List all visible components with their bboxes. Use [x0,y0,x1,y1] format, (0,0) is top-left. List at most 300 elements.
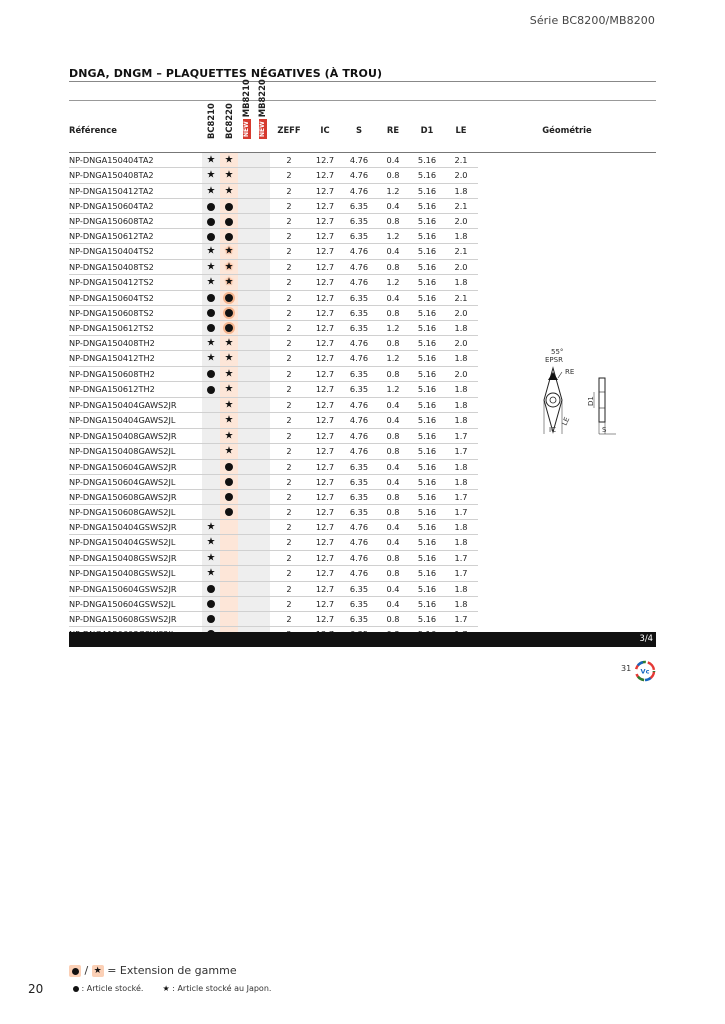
table-top-divider [69,100,656,101]
grade-cell-mb8220 [254,596,270,611]
row-ic: 12.7 [308,474,342,489]
row-reference: NP-DNGA150604GAWS2JR [69,459,202,474]
grade-cell-bc8210 [202,489,220,504]
row-zeff: 2 [270,275,308,291]
col-ic: IC [320,124,330,135]
grade-cell-bc8210 [202,474,220,489]
grade-cell-bc8210 [202,351,220,367]
row-le: 2.1 [444,244,478,260]
col-re: RE [386,124,400,135]
row-s: 4.76 [342,168,376,184]
grade-cell-mb8210 [238,397,254,413]
row-ic: 12.7 [308,596,342,611]
row-le: 1.7 [444,611,478,626]
row-d1: 5.16 [410,474,444,489]
row-s: 6.35 [342,320,376,335]
col-zeff: ZEFF [277,124,301,135]
title-divider [69,81,656,82]
row-d1: 5.16 [410,259,444,275]
row-zeff: 2 [270,290,308,305]
grade-cell-mb8210 [238,581,254,596]
row-le: 2.0 [444,214,478,229]
row-s: 6.35 [342,474,376,489]
row-ic: 12.7 [308,489,342,504]
row-d1: 5.16 [410,335,444,351]
grade-cell-bc8220 [220,596,238,611]
row-le: 1.8 [444,397,478,413]
stocked-dot-icon [225,203,233,211]
row-d1: 5.16 [410,199,444,214]
legend-separator: / [84,964,89,977]
row-d1: 5.16 [410,305,444,320]
row-reference: NP-DNGA150408GSWS2JR [69,550,202,566]
japan-star-icon: ★ [206,536,216,548]
grade-cell-bc8220 [220,275,238,291]
row-reference: NP-DNGA150608GSWS2JR [69,611,202,626]
row-ic: 12.7 [308,504,342,519]
grade-cell-mb8220 [254,320,270,335]
row-ic: 12.7 [308,428,342,444]
row-d1: 5.16 [410,366,444,382]
grade-cell-bc8220 [220,474,238,489]
row-zeff: 2 [270,611,308,626]
row-d1: 5.16 [410,275,444,291]
grade-cell-mb8220 [254,504,270,519]
section-title: DNGA, DNGM – PLAQUETTES NÉGATIVES (À TROU) [69,67,383,80]
row-reference: NP-DNGA150412TA2 [69,183,202,199]
grade-cell-mb8220 [254,611,270,626]
row-reference: NP-DNGA150404GSWS2JL [69,535,202,551]
grade-cell-bc8210 [202,183,220,199]
row-re: 0.8 [376,259,410,275]
page-pager-bar [69,632,656,647]
stocked-dot-icon [207,309,215,317]
grade-cell-mb8220 [254,366,270,382]
row-ic: 12.7 [308,290,342,305]
grade-cell-mb8220 [254,535,270,551]
japan-star-icon: ★ [206,521,216,532]
row-reference: NP-DNGA150608TA2 [69,214,202,229]
grade-cell-mb8210 [238,290,254,305]
grade-cell-bc8210 [202,535,220,551]
grade-cell-bc8210 [202,504,220,519]
grade-cell-mb8210 [238,229,254,244]
grade-cell-bc8210 [202,259,220,275]
row-s: 6.35 [342,229,376,244]
grade-cell-bc8220 [220,611,238,626]
row-le: 1.7 [444,444,478,460]
row-zeff: 2 [270,152,308,168]
japan-star-icon: ★ [206,337,216,348]
row-re: 1.2 [376,275,410,291]
grade-cell-bc8210 [202,244,220,260]
row-s: 4.76 [342,244,376,260]
row-d1: 5.16 [410,428,444,444]
extension-star-icon: ★ [224,276,234,288]
row-zeff: 2 [270,459,308,474]
japan-star-icon: ★ [206,552,216,563]
grade-cell-bc8210 [202,366,220,382]
geo-re-label: RE [565,368,575,376]
stocked-dot-icon [207,324,215,332]
grade-cell-bc8220 [220,366,238,382]
grade-cell-mb8220 [254,183,270,199]
row-zeff: 2 [270,397,308,413]
grade-cell-mb8220 [254,519,270,535]
stocked-dot-icon [207,386,215,394]
grade-cell-mb8210 [238,535,254,551]
legend-japan-text: : Article stocké au Japon. [172,984,272,993]
grade-cell-bc8220 [220,566,238,582]
row-s: 4.76 [342,550,376,566]
row-reference: NP-DNGA150404TS2 [69,244,202,260]
row-le: 2.0 [444,335,478,351]
grade-cell-bc8220 [220,351,238,367]
row-reference: NP-DNGA150604TS2 [69,290,202,305]
grade-cell-bc8220 [220,489,238,504]
grade-cell-mb8220 [254,199,270,214]
row-le: 2.0 [444,259,478,275]
row-reference: NP-DNGA150612TA2 [69,229,202,244]
new-badge: NEW [258,120,266,137]
row-ic: 12.7 [308,229,342,244]
row-ic: 12.7 [308,152,342,168]
row-ic: 12.7 [308,413,342,429]
grade-cell-bc8210 [202,199,220,214]
vc-badge [621,660,661,680]
row-zeff: 2 [270,428,308,444]
row-d1: 5.16 [410,596,444,611]
vc-badge-number: 31 [621,664,632,673]
japan-star-icon: ★ [206,185,216,196]
extension-dot-icon [225,294,233,302]
extension-dot-sample [69,965,81,977]
insert-geometry-diagram [536,348,626,438]
grade-cell-mb8210 [238,366,254,382]
japan-star-icon: ★ [224,399,234,410]
row-reference: NP-DNGA150408TH2 [69,335,202,351]
grade-cell-mb8210 [238,320,254,335]
grade-cell-mb8220 [254,459,270,474]
row-re: 1.2 [376,229,410,244]
row-d1: 5.16 [410,351,444,367]
grade-cell-mb8210 [238,214,254,229]
row-d1: 5.16 [410,581,444,596]
row-ic: 12.7 [308,459,342,474]
row-zeff: 2 [270,244,308,260]
grade-cell-bc8210 [202,152,220,168]
row-re: 0.4 [376,413,410,429]
grade-cell-mb8210 [238,199,254,214]
grade-cell-mb8220 [254,351,270,367]
geo-epsr-label: EPSR [545,356,563,364]
row-d1: 5.16 [410,519,444,535]
row-le: 2.1 [444,152,478,168]
page-number: 20 [28,982,44,996]
row-s: 4.76 [342,566,376,582]
row-reference: NP-DNGA150608GAWS2JL [69,504,202,519]
row-d1: 5.16 [410,504,444,519]
grade-cell-mb8210 [238,168,254,184]
row-s: 6.35 [342,366,376,382]
grade-cell-mb8210 [238,474,254,489]
stocked-dot-icon [225,493,233,501]
grade-cell-bc8220 [220,214,238,229]
japan-star-icon: ★ [224,414,234,426]
stocked-dot-icon [207,370,215,378]
row-ic: 12.7 [308,244,342,260]
row-ic: 12.7 [308,611,342,626]
grade-cell-bc8220 [220,335,238,351]
row-d1: 5.16 [410,168,444,184]
grade-cell-mb8220 [254,397,270,413]
row-zeff: 2 [270,474,308,489]
row-reference: NP-DNGA150412TH2 [69,351,202,367]
table-header-row [69,108,656,152]
row-d1: 5.16 [410,214,444,229]
row-ic: 12.7 [308,305,342,320]
grade-cell-bc8220 [220,504,238,519]
grade-cell-mb8210 [238,428,254,444]
row-zeff: 2 [270,199,308,214]
japan-star-icon: ★ [224,430,234,441]
grade-cell-bc8210 [202,566,220,582]
col-grade-bc8210: BC8210 [206,102,216,139]
row-ic: 12.7 [308,519,342,535]
re-leader-line [558,372,562,378]
japan-star-icon: ★ [206,276,216,288]
row-s: 6.35 [342,214,376,229]
row-reference: NP-DNGA150408TA2 [69,168,202,184]
vc-cutting-speed-icon [634,660,656,682]
grade-cell-mb8210 [238,351,254,367]
stocked-dot-icon [225,233,233,241]
grade-cell-mb8210 [238,519,254,535]
grade-cell-mb8220 [254,566,270,582]
grade-cell-bc8210 [202,413,220,429]
row-reference: NP-DNGA150404GSWS2JR [69,519,202,535]
row-ic: 12.7 [308,382,342,398]
grade-cell-bc8210 [202,581,220,596]
grade-cell-bc8220 [220,581,238,596]
row-s: 6.35 [342,489,376,504]
grade-cell-mb8220 [254,214,270,229]
row-reference: NP-DNGA150604GSWS2JR [69,581,202,596]
row-zeff: 2 [270,214,308,229]
japan-star-icon: ★ [224,169,234,181]
row-le: 1.8 [444,382,478,398]
row-le: 1.8 [444,535,478,551]
japan-star-icon: ★ [224,368,234,379]
stocked-dot-icon [73,986,79,992]
row-re: 0.4 [376,397,410,413]
row-s: 6.35 [342,504,376,519]
row-s: 6.35 [342,596,376,611]
japan-star-icon: ★ [206,169,216,181]
grade-cell-mb8220 [254,244,270,260]
grade-cell-bc8210 [202,335,220,351]
grade-cell-mb8210 [238,305,254,320]
grade-cell-mb8210 [238,566,254,582]
row-s: 6.35 [342,459,376,474]
row-le: 1.8 [444,413,478,429]
row-s: 4.76 [342,535,376,551]
grade-cell-mb8210 [238,413,254,429]
row-re: 0.8 [376,566,410,582]
grade-cell-bc8210 [202,305,220,320]
grade-cell-mb8220 [254,229,270,244]
row-le: 1.7 [444,489,478,504]
row-ic: 12.7 [308,566,342,582]
row-s: 4.76 [342,259,376,275]
row-reference: NP-DNGA150608TS2 [69,305,202,320]
grade-cell-mb8210 [238,489,254,504]
row-s: 4.76 [342,413,376,429]
row-ic: 12.7 [308,581,342,596]
grade-cell-mb8210 [238,611,254,626]
col-reference: Référence [69,124,117,135]
row-ic: 12.7 [308,550,342,566]
row-re: 0.4 [376,596,410,611]
row-s: 4.76 [342,519,376,535]
grade-cell-bc8220 [220,428,238,444]
stocked-dot-icon [207,233,215,241]
row-reference: NP-DNGA150408TS2 [69,259,202,275]
col-grade-mb8220: NEWMB8220 [257,78,267,137]
row-le: 2.0 [444,366,478,382]
row-reference: NP-DNGA150412TS2 [69,275,202,291]
row-ic: 12.7 [308,535,342,551]
row-ic: 12.7 [308,366,342,382]
row-reference: NP-DNGA150612TS2 [69,320,202,335]
grade-cell-bc8220 [220,244,238,260]
row-reference: NP-DNGA150604GSWS2JL [69,596,202,611]
japan-star-icon: ★ [206,261,216,272]
row-ic: 12.7 [308,397,342,413]
grade-cell-bc8220 [220,259,238,275]
row-s: 6.35 [342,611,376,626]
row-re: 0.4 [376,519,410,535]
row-le: 1.7 [444,566,478,582]
stocked-dot-icon [225,508,233,516]
row-d1: 5.16 [410,489,444,504]
row-re: 1.2 [376,382,410,398]
row-le: 1.8 [444,351,478,367]
row-ic: 12.7 [308,183,342,199]
row-re: 0.8 [376,214,410,229]
geo-le-label: LE [560,415,572,427]
grade-cell-bc8210 [202,611,220,626]
row-re: 0.4 [376,581,410,596]
grade-cell-mb8210 [238,382,254,398]
geo-ic-label: IC [549,426,556,434]
grade-cell-mb8220 [254,581,270,596]
grade-cell-mb8220 [254,168,270,184]
grade-cell-mb8220 [254,444,270,460]
col-grade-mb8210: NEWMB8210 [241,78,251,137]
insert-tip-shape [548,372,558,380]
stocked-dot-icon [207,218,215,226]
extension-dot-icon [225,324,233,332]
col-d1: D1 [420,124,434,135]
row-d1: 5.16 [410,444,444,460]
row-d1: 5.16 [410,535,444,551]
row-d1: 5.16 [410,413,444,429]
grade-cell-mb8220 [254,275,270,291]
grade-cell-mb8220 [254,335,270,351]
row-zeff: 2 [270,351,308,367]
row-zeff: 2 [270,335,308,351]
stocked-dot-icon [207,203,215,211]
row-ic: 12.7 [308,335,342,351]
row-reference: NP-DNGA150408GAWS2JR [69,428,202,444]
row-re: 0.8 [376,550,410,566]
row-s: 6.35 [342,290,376,305]
row-zeff: 2 [270,320,308,335]
row-re: 1.2 [376,183,410,199]
row-ic: 12.7 [308,168,342,184]
row-le: 2.0 [444,305,478,320]
row-zeff: 2 [270,504,308,519]
row-le: 1.8 [444,183,478,199]
grade-cell-bc8210 [202,382,220,398]
row-le: 1.8 [444,474,478,489]
grade-cell-bc8220 [220,459,238,474]
row-reference: NP-DNGA150608GAWS2JR [69,489,202,504]
grade-cell-mb8210 [238,275,254,291]
row-s: 4.76 [342,183,376,199]
stocked-dot-icon [207,615,215,623]
grade-cell-bc8220 [220,199,238,214]
grade-cell-mb8210 [238,335,254,351]
row-zeff: 2 [270,519,308,535]
row-le: 1.8 [444,596,478,611]
row-re: 0.4 [376,474,410,489]
grade-cell-bc8220 [220,168,238,184]
row-s: 4.76 [342,351,376,367]
japan-star-icon: ★ [224,383,234,395]
row-s: 4.76 [342,397,376,413]
japan-star-icon: ★ [224,352,234,364]
grade-cell-bc8210 [202,229,220,244]
row-ic: 12.7 [308,351,342,367]
row-zeff: 2 [270,489,308,504]
legend-stocked-text: : Article stocké. [81,984,144,993]
grade-cell-bc8220 [220,519,238,535]
row-zeff: 2 [270,444,308,460]
row-re: 0.8 [376,504,410,519]
grade-cell-bc8210 [202,444,220,460]
svg-text:Vc: Vc [640,667,650,676]
row-reference: NP-DNGA150608TH2 [69,366,202,382]
row-re: 1.2 [376,351,410,367]
row-re: 1.2 [376,320,410,335]
extension-star-icon: ★ [224,261,234,272]
row-reference: NP-DNGA150604TA2 [69,199,202,214]
row-le: 2.1 [444,290,478,305]
row-zeff: 2 [270,413,308,429]
grade-cell-bc8210 [202,459,220,474]
grade-cell-mb8210 [238,459,254,474]
stocked-dot-icon [225,463,233,471]
grade-cell-mb8210 [238,596,254,611]
row-s: 6.35 [342,305,376,320]
row-zeff: 2 [270,382,308,398]
grade-cell-bc8220 [220,183,238,199]
row-reference: NP-DNGA150404GAWS2JR [69,397,202,413]
grade-cell-mb8220 [254,382,270,398]
grade-cell-bc8210 [202,519,220,535]
